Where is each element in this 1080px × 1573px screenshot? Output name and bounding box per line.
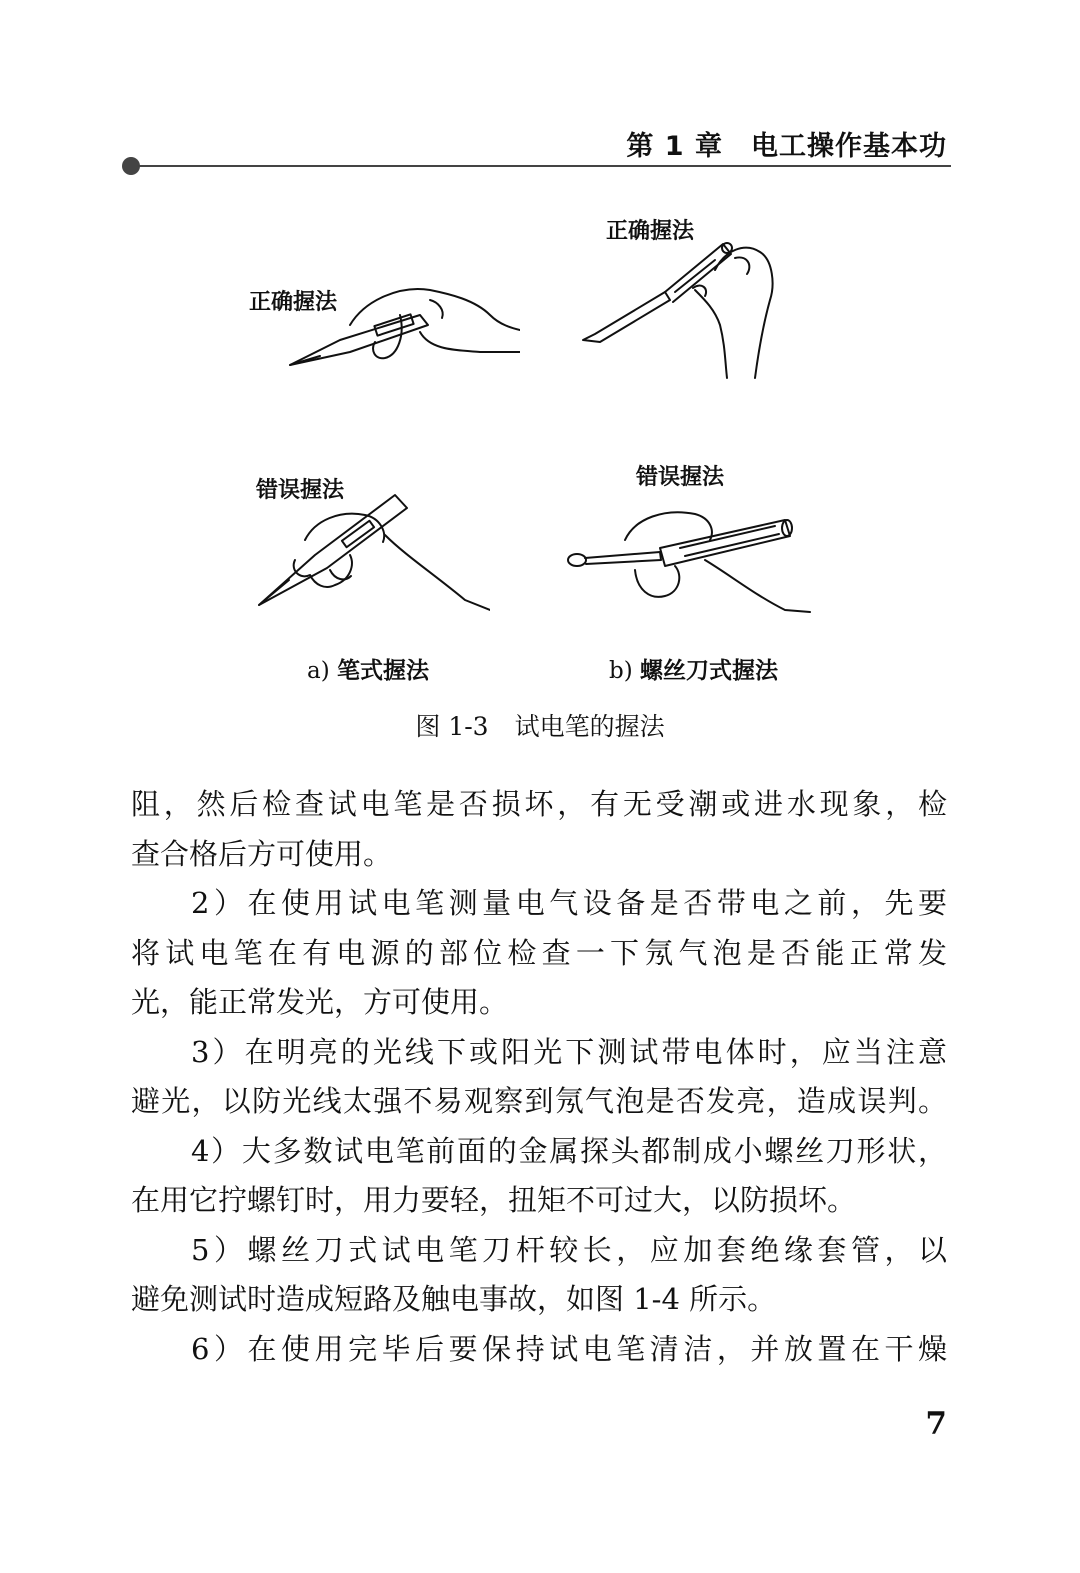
label-screwdriver-correct: 正确握法 [606, 219, 695, 244]
paragraph-3 [131, 1028, 947, 1127]
text-line: 光，能正常发光，方可使用。 [131, 985, 509, 1019]
text-line: 在用它拧螺钉时，用力要轻，扭矩不可过大，以防损坏。 [131, 1183, 857, 1217]
chapter-header: 第 1 章 电工操作基本功 [626, 131, 947, 162]
caption-title: 试电笔的握法 [514, 712, 665, 741]
pen-grip-wrong-illustration [255, 490, 490, 615]
body-text [131, 780, 947, 1374]
subcaption-b-prefix: b) [609, 658, 633, 684]
caption-number: 图 1-3 [415, 712, 489, 741]
text-line: 避光，以防光线太强不易观察到氖气泡是否发亮，造成误判。 [131, 1084, 947, 1118]
text-line: 4）大多数试电笔前面的金属探头都制成小螺丝刀形状， [191, 1133, 947, 1168]
text-line: 避免测试时造成短路及触电事故，如图 1-4 所示。 [131, 1282, 777, 1316]
page-number: 7 [925, 1406, 947, 1442]
subcaption-a-prefix: a) [307, 658, 330, 684]
header-rule [121, 156, 951, 176]
label-screwdriver-wrong: 错误握法 [636, 465, 725, 490]
text-line: 将试电笔在有电源的部位检查一下氖气泡是否能正常发 [131, 935, 947, 970]
paragraph-1 [131, 780, 947, 879]
text-line: 查合格后方可使用。 [131, 836, 393, 871]
figure-tester-grip [230, 200, 830, 670]
label-pen-correct: 正确握法 [249, 290, 338, 315]
subcaption-b [609, 652, 778, 685]
subcaption-a-name: 笔式握法 [337, 658, 429, 684]
paragraph-5 [131, 1226, 947, 1325]
text-line: 阻，然后检查试电笔是否损坏，有无受潮或进水现象，检 [131, 787, 947, 821]
subcaption-b-name: 螺丝刀式握法 [640, 658, 779, 684]
label-pen-wrong: 错误握法 [256, 478, 345, 503]
figure-caption [0, 707, 1080, 743]
paragraph-4 [131, 1127, 947, 1226]
text-line: 6）在使用完毕后要保持试电笔清洁，并放置在干燥 [191, 1331, 947, 1366]
paragraph-2 [131, 879, 947, 1028]
screwdriver-grip-correct-illustration [575, 230, 785, 380]
subcaption-a [307, 652, 429, 685]
screwdriver-grip-wrong-illustration [565, 500, 815, 615]
paragraph-6 [131, 1325, 947, 1375]
text-line: 3）在明亮的光线下或阳光下测试带电体时，应当注意 [191, 1034, 947, 1069]
text-line: 2）在使用试电笔测量电气设备是否带电之前，先要 [191, 886, 947, 920]
text-line: 5）螺丝刀式试电笔刀杆较长，应加套绝缘套管，以 [191, 1232, 947, 1267]
